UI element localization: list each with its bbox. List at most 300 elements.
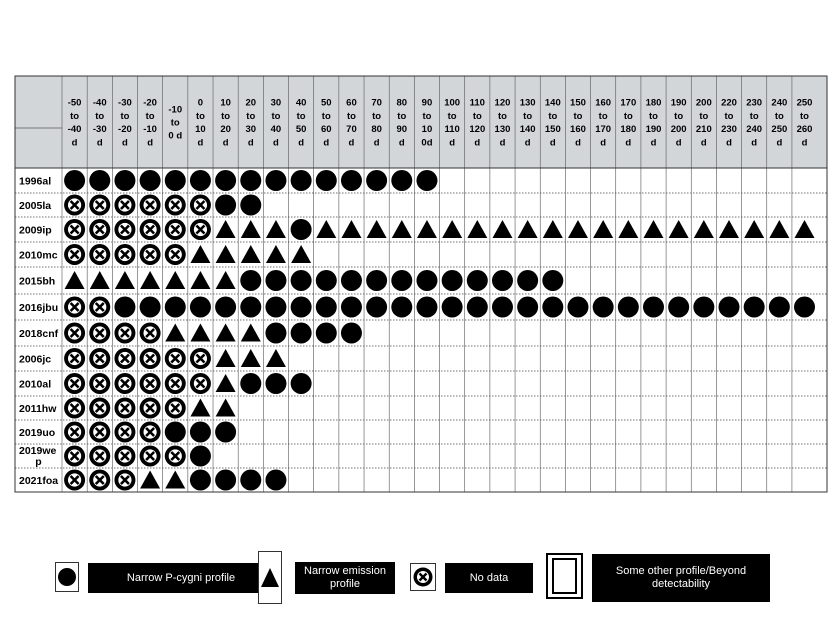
- p-cygni-circle: [744, 297, 765, 318]
- p-cygni-circle: [140, 297, 161, 318]
- p-cygni-circle: [593, 297, 614, 318]
- p-cygni-circle: [291, 270, 312, 291]
- legend-label-text: Narrow P-cygni profile: [126, 571, 236, 584]
- p-cygni-circle: [416, 170, 437, 191]
- emission-triangle: [694, 220, 714, 238]
- no-data-symbol: [114, 422, 135, 443]
- column-header-text: 0d: [421, 137, 433, 149]
- column-header-text: to: [246, 110, 256, 122]
- column-header-text: to: [724, 110, 734, 122]
- column-header-text: d: [197, 137, 204, 149]
- p-cygni-circle: [190, 446, 211, 467]
- table-row: [19, 445, 211, 468]
- header-background: [15, 76, 827, 168]
- column-header-text: d: [398, 137, 405, 149]
- p-cygni-circle: [190, 170, 211, 191]
- column-header-text: 200: [670, 124, 687, 136]
- no-data-symbol: [140, 373, 161, 394]
- emission-triangle: [719, 220, 739, 238]
- row-label: 2011hw: [19, 403, 57, 415]
- emission-triangle: [341, 220, 361, 238]
- column-header-text: d: [575, 137, 581, 149]
- p-cygni-circle: [316, 323, 337, 344]
- row-label: 2009ip: [19, 224, 52, 237]
- column-header-text: -10: [143, 124, 157, 136]
- column-header-text: to: [598, 110, 608, 122]
- emission-triangle: [241, 220, 261, 238]
- column-header-text: 200: [695, 97, 712, 109]
- no-data-symbol: [89, 195, 110, 216]
- column-header-text: to: [573, 110, 583, 122]
- no-data-symbol: [89, 323, 110, 344]
- emission-triangle: [190, 324, 210, 342]
- column-header-text: d: [726, 137, 732, 149]
- emission-triangle: [90, 271, 110, 289]
- p-cygni-circle: [140, 170, 161, 191]
- no-data-symbol: [140, 219, 161, 240]
- column-header-text: d: [474, 137, 481, 149]
- no-data-symbol: [114, 470, 135, 491]
- emission-triangle: [643, 220, 663, 238]
- p-cygni-circle: [391, 170, 412, 191]
- p-cygni-circle: [442, 297, 463, 318]
- p-cygni-circle: [719, 297, 740, 318]
- p-cygni-circle: [265, 323, 286, 344]
- circle-icon: [56, 563, 78, 591]
- column-header-text: -20: [118, 124, 132, 136]
- emission-triangle: [241, 324, 261, 342]
- emission-triangle: [266, 349, 286, 367]
- p-cygni-circle: [240, 270, 261, 291]
- p-cygni-circle: [517, 270, 538, 291]
- no-data-symbol: [89, 297, 110, 318]
- no-data-symbol: [140, 422, 161, 443]
- column-header-text: d: [96, 137, 103, 149]
- column-header-text: 110: [469, 97, 485, 109]
- p-cygni-circle: [291, 373, 312, 394]
- p-cygni-circle: [693, 297, 714, 318]
- p-cygni-circle: [794, 297, 815, 318]
- emission-triangle: [417, 220, 437, 238]
- column-header-text: 230: [746, 97, 763, 109]
- emission-triangle: [190, 245, 210, 263]
- no-data-symbol: [114, 323, 135, 344]
- column-header-text: to: [774, 110, 784, 122]
- column-header-text: 0: [197, 97, 204, 109]
- p-cygni-circle: [366, 170, 387, 191]
- no-data-symbol: [64, 348, 85, 369]
- legend-swatch-triangle: [258, 551, 282, 604]
- no-data-symbol: [114, 373, 135, 394]
- table-row: [19, 398, 236, 419]
- legend-label-other-profile: [592, 554, 770, 602]
- emission-triangle: [216, 399, 236, 417]
- column-header-text: d: [600, 137, 607, 149]
- column-header-text: 120: [469, 124, 486, 136]
- p-cygni-circle: [240, 470, 261, 491]
- table-row: [19, 170, 437, 191]
- p-cygni-circle: [64, 170, 85, 191]
- row-label: 2016jbu: [19, 302, 59, 314]
- p-cygni-circle: [291, 170, 312, 191]
- column-header-text: d: [298, 137, 305, 149]
- p-cygni-circle: [265, 170, 286, 191]
- column-header-text: d: [323, 137, 330, 149]
- no-data-symbol: [140, 195, 161, 216]
- column-header-text: d: [751, 137, 758, 149]
- p-cygni-circle: [542, 270, 563, 291]
- column-header-text: 90: [421, 97, 433, 109]
- no-data-symbol: [190, 348, 211, 369]
- column-header-text: d: [122, 137, 128, 149]
- column-header-text: to: [70, 110, 80, 122]
- column-header-text: 190: [645, 124, 662, 136]
- legend-label-text: No data: [469, 571, 509, 584]
- p-cygni-circle: [240, 170, 261, 191]
- column-header-text: 90: [396, 124, 408, 136]
- no-data-symbol: [64, 323, 85, 344]
- legend-label-no-data: [445, 563, 533, 593]
- emission-triangle: [518, 220, 538, 238]
- no-data-symbol: [165, 348, 186, 369]
- column-header-text: d: [776, 137, 783, 149]
- emission-triangle: [467, 220, 487, 238]
- p-cygni-circle: [240, 297, 261, 318]
- no-data-symbol: [64, 244, 85, 265]
- column-header-text: -50: [67, 97, 82, 109]
- legend-label-text-line1: Narrow emission: [304, 565, 386, 577]
- column-header-text: to: [221, 110, 231, 122]
- column-header-text: 150: [544, 124, 561, 136]
- column-header-text: 30: [245, 124, 257, 136]
- p-cygni-circle: [542, 297, 563, 318]
- row-label: 2015bh: [19, 275, 56, 288]
- p-cygni-circle: [165, 422, 186, 443]
- p-cygni-circle: [215, 422, 236, 443]
- p-cygni-circle: [89, 170, 110, 191]
- legend-swatch-circle: [55, 562, 79, 592]
- column-header-text: to: [145, 110, 155, 122]
- no-data-symbol: [64, 219, 85, 240]
- column-header-text: -10: [168, 104, 183, 116]
- p-cygni-circle: [668, 297, 689, 318]
- column-header-text: to: [674, 110, 684, 122]
- column-header-text: d: [801, 137, 808, 149]
- no-data-symbol: [140, 398, 161, 419]
- emission-triangle: [115, 271, 135, 289]
- p-cygni-circle: [341, 270, 362, 291]
- column-header-text: 80: [396, 97, 408, 109]
- row-label: 2010al: [19, 378, 52, 391]
- column-header-text: 80: [371, 124, 382, 136]
- column-header-text: d: [348, 137, 355, 149]
- column-header-text: 40: [270, 124, 282, 136]
- p-cygni-circle: [517, 297, 538, 318]
- column-header-text: to: [800, 110, 809, 122]
- column-header-text: 130: [519, 97, 536, 109]
- no-data-symbol: [89, 348, 110, 369]
- column-header-text: 40: [295, 97, 307, 109]
- p-cygni-circle: [492, 270, 513, 291]
- p-cygni-circle: [567, 297, 588, 318]
- p-cygni-circle: [114, 170, 135, 191]
- no-data-symbol: [64, 398, 85, 419]
- column-header-text: d: [650, 137, 657, 149]
- column-header-text: 180: [620, 124, 637, 136]
- p-cygni-circle: [416, 297, 437, 318]
- no-data-icon: [411, 564, 435, 590]
- column-header-text: 30: [270, 97, 282, 109]
- legend-label-text-line2: profile: [330, 578, 360, 590]
- p-cygni-circle: [291, 323, 312, 344]
- p-cygni-circle: [467, 297, 488, 318]
- column-header-text: 160: [570, 124, 586, 136]
- emission-triangle: [795, 220, 815, 238]
- row-label: 2010mc: [19, 249, 58, 262]
- legend-label-p-cygni: [88, 563, 274, 593]
- emission-triangle: [140, 271, 160, 289]
- row-label: 2019uo: [19, 427, 56, 439]
- no-data-symbol: [165, 373, 186, 394]
- column-header-text: to: [523, 110, 533, 122]
- column-header-text: to: [372, 110, 382, 122]
- column-header-text: to: [472, 110, 482, 122]
- column-header-text: 140: [544, 97, 561, 109]
- emission-triangle: [216, 271, 236, 289]
- p-cygni-circle: [366, 270, 387, 291]
- p-cygni-circle: [265, 297, 286, 318]
- column-header-text: 50: [320, 97, 332, 109]
- table-row: [19, 373, 312, 394]
- no-data-symbol: [140, 348, 161, 369]
- p-cygni-circle: [467, 270, 488, 291]
- no-data-symbol: [140, 446, 161, 467]
- no-data-symbol: [190, 219, 211, 240]
- column-header-text: d: [700, 137, 707, 149]
- no-data-symbol: [114, 195, 135, 216]
- column-header-text: to: [649, 110, 658, 122]
- p-cygni-circle: [316, 270, 337, 291]
- emission-triangle: [165, 324, 185, 342]
- column-header-text: to: [271, 110, 281, 122]
- no-data-symbol: [64, 195, 85, 216]
- emission-triangle: [241, 349, 261, 367]
- column-header-text: -40: [92, 97, 107, 109]
- column-header-text: 130: [494, 124, 511, 136]
- no-data-symbol: [64, 422, 85, 443]
- p-cygni-circle: [316, 297, 337, 318]
- column-header-text: 10: [195, 124, 206, 136]
- emission-triangle: [216, 324, 236, 342]
- no-data-symbol: [64, 373, 85, 394]
- column-header-text: 70: [371, 97, 382, 109]
- p-cygni-circle: [291, 219, 312, 240]
- legend-swatch-no-data: [410, 563, 436, 591]
- column-header-text: 250: [796, 97, 813, 109]
- column-header-text: d: [675, 137, 682, 149]
- p-cygni-circle: [391, 270, 412, 291]
- column-header-text: d: [625, 137, 632, 149]
- column-header-text: -40: [67, 124, 82, 136]
- p-cygni-circle: [341, 297, 362, 318]
- column-header-text: d: [549, 137, 556, 149]
- p-cygni-circle: [291, 297, 312, 318]
- column-header-text: 0 d: [168, 130, 183, 142]
- emission-triangle: [165, 271, 185, 289]
- no-data-symbol: [165, 195, 186, 216]
- column-header-text: 10: [421, 124, 433, 136]
- emission-triangle: [593, 220, 613, 238]
- row-label: 2021foa: [19, 475, 59, 487]
- table-row: [19, 270, 563, 291]
- column-header-text: 100: [444, 97, 461, 109]
- column-header-text: -20: [143, 97, 157, 109]
- p-cygni-circle: [165, 170, 186, 191]
- p-cygni-circle: [265, 270, 286, 291]
- column-header-text: 190: [670, 97, 687, 109]
- emission-triangle: [744, 220, 764, 238]
- p-cygni-circle: [190, 297, 211, 318]
- emission-triangle: [543, 220, 563, 238]
- column-header-text: to: [447, 110, 457, 122]
- column-header-text: to: [296, 110, 306, 122]
- no-data-symbol: [190, 195, 211, 216]
- emission-triangle: [442, 220, 462, 238]
- no-data-symbol: [64, 470, 85, 491]
- column-header-text: 20: [245, 97, 257, 109]
- emission-triangle: [618, 220, 638, 238]
- column-header-text: d: [449, 137, 456, 149]
- column-header-text: 120: [494, 97, 511, 109]
- emission-triangle: [190, 399, 210, 417]
- emission-triangle: [216, 245, 236, 263]
- column-header-text: d: [373, 137, 380, 149]
- triangle-icon: [259, 552, 281, 603]
- column-header-text: to: [120, 110, 130, 122]
- no-data-symbol: [64, 446, 85, 467]
- legend-label-text-line2: detectability: [651, 578, 711, 590]
- no-data-symbol: [190, 373, 211, 394]
- emission-triangle: [216, 374, 236, 392]
- emission-triangle: [769, 220, 789, 238]
- no-data-symbol: [89, 398, 110, 419]
- no-data-symbol: [89, 219, 110, 240]
- column-header-text: 170: [595, 124, 612, 136]
- table-row: [19, 195, 261, 216]
- column-header-text: -30: [92, 124, 107, 136]
- no-data-symbol: [140, 244, 161, 265]
- emission-triangle: [241, 245, 261, 263]
- column-header-text: 260: [796, 124, 813, 136]
- no-data-symbol: [165, 219, 186, 240]
- p-cygni-circle: [341, 170, 362, 191]
- emission-triangle: [266, 245, 286, 263]
- p-cygni-circle: [316, 170, 337, 191]
- emission-triangle: [216, 349, 236, 367]
- table-row: [19, 422, 236, 443]
- emission-triangle: [392, 220, 412, 238]
- p-cygni-circle: [492, 297, 513, 318]
- legend-label-text-line1: Some other profile/Beyond: [615, 565, 747, 577]
- legend-swatch-box: [546, 553, 583, 599]
- column-header-text: 10: [220, 97, 231, 109]
- p-cygni-circle: [240, 373, 261, 394]
- emission-triangle: [216, 220, 236, 238]
- row-label: p: [35, 456, 42, 468]
- no-data-symbol: [89, 373, 110, 394]
- no-data-symbol: [165, 446, 186, 467]
- column-header-text: 250: [771, 124, 788, 136]
- emission-triangle: [669, 220, 689, 238]
- p-cygni-circle: [341, 323, 362, 344]
- p-cygni-circle: [190, 422, 211, 443]
- column-header-text: d: [524, 137, 531, 149]
- p-cygni-circle: [240, 195, 261, 216]
- p-cygni-circle: [366, 297, 387, 318]
- column-header-text: 70: [346, 124, 357, 136]
- column-header-text: to: [397, 110, 407, 122]
- table-row: [19, 219, 815, 240]
- column-header-text: to: [95, 110, 105, 122]
- column-header-text: 50: [295, 124, 307, 136]
- row-label: 2019we: [19, 445, 57, 457]
- p-cygni-circle: [215, 297, 236, 318]
- column-header-text: 60: [320, 124, 332, 136]
- emission-triangle: [140, 471, 160, 489]
- column-header-text: to: [699, 110, 709, 122]
- column-header-text: d: [273, 137, 279, 149]
- column-header-text: d: [222, 137, 229, 149]
- no-data-symbol: [89, 470, 110, 491]
- no-data-symbol: [64, 297, 85, 318]
- p-cygni-circle: [165, 297, 186, 318]
- column-header-text: 110: [444, 124, 460, 136]
- emission-triangle: [316, 220, 336, 238]
- p-cygni-circle: [265, 470, 286, 491]
- column-header-text: 180: [645, 97, 662, 109]
- column-header-text: 240: [746, 124, 763, 136]
- column-header-text: 240: [771, 97, 788, 109]
- column-header-text: d: [147, 137, 154, 149]
- row-label: 2006jc: [19, 353, 52, 366]
- column-header-text: 150: [570, 97, 586, 109]
- column-header-text: 230: [721, 124, 737, 136]
- emission-triangle: [190, 271, 210, 289]
- emission-triangle: [568, 220, 588, 238]
- column-header-text: to: [548, 110, 558, 122]
- no-data-symbol: [114, 446, 135, 467]
- no-data-symbol: [89, 446, 110, 467]
- no-data-symbol: [114, 398, 135, 419]
- column-header-text: d: [499, 137, 506, 149]
- p-cygni-circle: [643, 297, 664, 318]
- p-cygni-circle: [769, 297, 790, 318]
- column-header-text: to: [749, 110, 759, 122]
- column-header-text: 170: [620, 97, 637, 109]
- column-header-text: 210: [695, 124, 712, 136]
- column-header-text: to: [623, 110, 633, 122]
- no-data-symbol: [165, 244, 186, 265]
- emission-triangle: [65, 271, 85, 289]
- no-data-symbol: [89, 244, 110, 265]
- column-header-text: 160: [595, 97, 612, 109]
- emission-triangle: [266, 220, 286, 238]
- column-header-text: to: [422, 110, 432, 122]
- row-label: 1996al: [19, 175, 52, 188]
- p-cygni-circle: [190, 470, 211, 491]
- column-header-text: 20: [220, 124, 231, 136]
- empty-box-icon: [548, 555, 581, 597]
